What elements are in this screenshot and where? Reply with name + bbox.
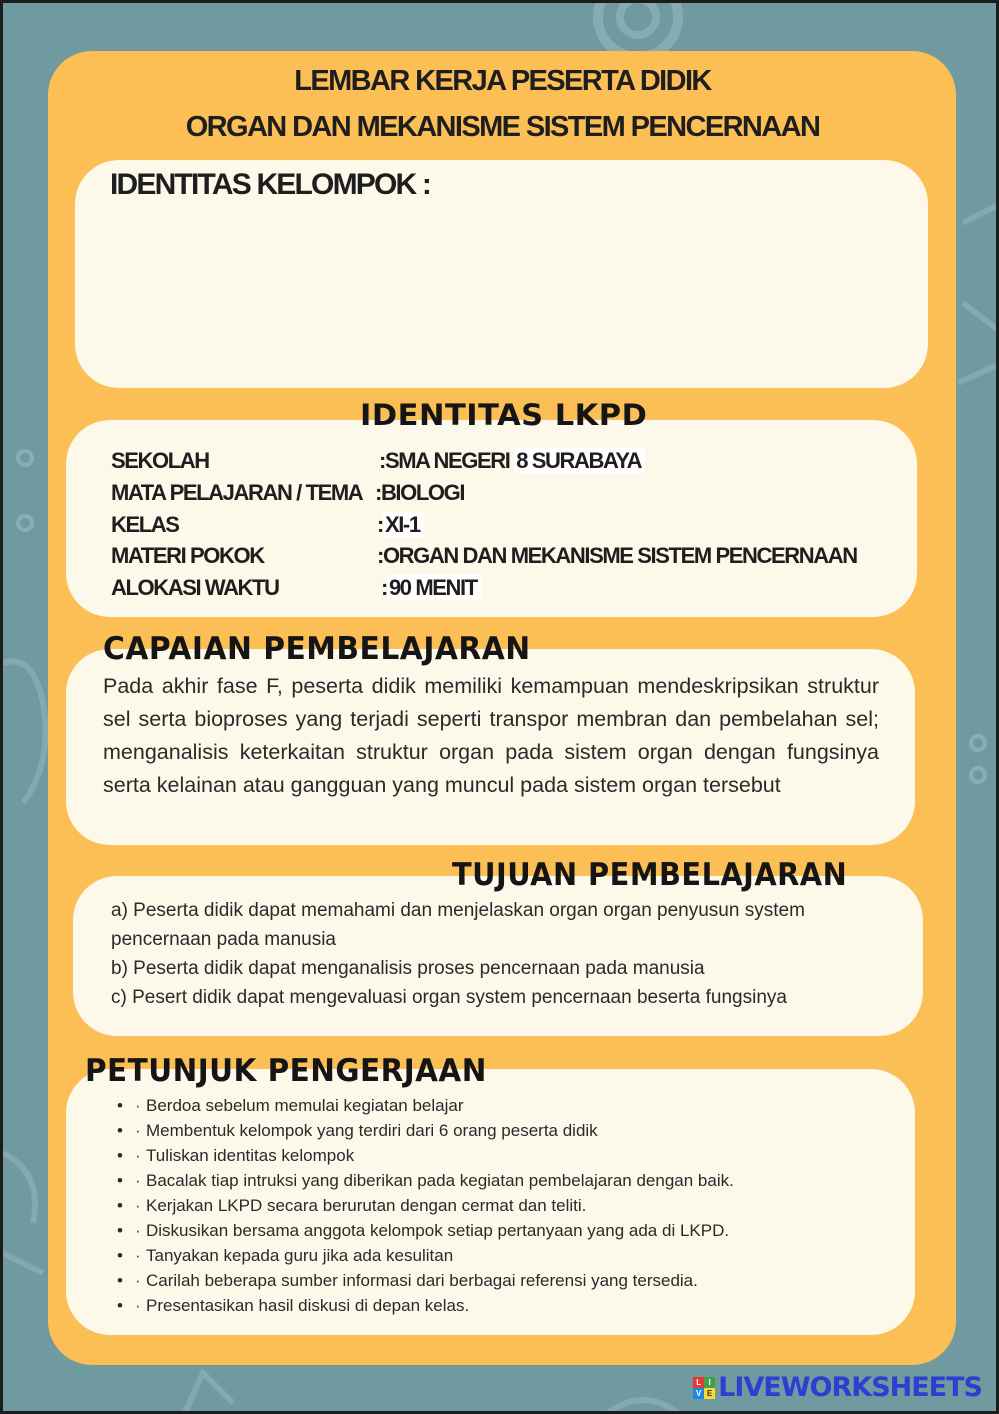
lkpd-label-materi: MATERI POKOK [111, 543, 264, 568]
list-item: • · Kerjakan LKPD secara berurutan dengan cermat dan teliti. [117, 1196, 587, 1215]
list-item: • · Tuliskan identitas kelompok [117, 1146, 355, 1165]
lkpd-label-alokasi: ALOKASI WAKTU [111, 575, 279, 600]
liveworksheets-logo-icon: L I V E [693, 1377, 715, 1399]
capaian-text: Pada akhir fase F, peserta didik memiliki kemampuan mendeskripsikan struktur sel serta bioproses yang terjadi seperti transpor membran dan pembelahan sel; menganalisis keterkaitan struktur organ pada sistem organ dengan fungsinya serta kelainan atau gangguan yang muncul pada sistem organ tersebut [103, 674, 879, 797]
list-item: • · Tanyakan kepada guru jika ada kesulitan [117, 1246, 454, 1265]
petunjuk-heading: PETUNJUK PENGERJAAN [85, 1053, 487, 1089]
list-item: • · Diskusikan bersama anggota kelompok setiap pertanyaan yang ada di LKPD. [117, 1221, 730, 1240]
list-item: • · Presentasikan hasil diskusi di depan kelas. [117, 1296, 470, 1315]
lkpd-value-highlight: XI-1 [383, 512, 424, 537]
tujuan-heading: TUJUAN PEMBELAJARAN [452, 857, 848, 893]
kelompok-heading: IDENTITAS KELOMPOK : [110, 168, 431, 201]
lkpd-label-mapel: MATA PELAJARAN / TEMA [111, 480, 363, 505]
lkpd-label-kelas: KELAS [111, 512, 179, 537]
tujuan-list [111, 896, 891, 1012]
lkpd-value-kelas [377, 512, 424, 538]
lkpd-label-sekolah: SEKOLAH [111, 448, 209, 473]
lkpd-colon: : [381, 575, 387, 600]
lkpd-value-highlight: 90 MENIT [387, 575, 481, 600]
lkpd-value-mapel [375, 480, 464, 506]
petunjuk-list [117, 1093, 877, 1318]
lkpd-value-plain: SMA NEGERI [384, 448, 515, 473]
lkpd-colon: : [377, 543, 383, 568]
list-item: • · Berdoa sebelum memulai kegiatan belajar [117, 1096, 464, 1115]
list-item: • · Membentuk kelompok yang terdiri dari 6 orang peserta didik [117, 1121, 598, 1140]
list-item: a) Peserta didik dapat memahami dan menjelaskan organ organ penyusun system pencernaan pada manusia [111, 900, 805, 950]
list-item: • · Bacalak tiap intruksi yang diberikan pada kegiatan pembelajaran dengan baik. [117, 1171, 734, 1190]
lkpd-value-alokasi [381, 575, 481, 601]
list-item: b) Peserta didik dapat menganalisis proses pencernaan pada manusia [111, 958, 705, 979]
lkpd-value-highlight: 8 SURABAYA [514, 448, 645, 473]
lkpd-colon: : [375, 480, 381, 505]
lkpd-value-materi [377, 543, 857, 569]
worksheet-title: LEMBAR KERJA PESERTA DIDIK [294, 65, 711, 97]
capaian-heading: CAPAIAN PEMBELAJARAN [103, 631, 531, 667]
liveworksheets-name: LIVEWORKSHEETS [718, 1372, 982, 1403]
lkpd-value-plain: BIOLOGI [380, 480, 465, 505]
worksheet-subtitle: ORGAN DAN MEKANISME SISTEM PENCERNAAN [185, 111, 820, 143]
list-item: • · Carilah beberapa sumber informasi dari berbagai referensi yang tersedia. [117, 1271, 698, 1290]
liveworksheets-brand[interactable] [693, 1372, 982, 1403]
lkpd-colon: : [379, 448, 385, 473]
lkpd-value-plain: ORGAN DAN MEKANISME SISTEM PENCERNAAN [382, 543, 857, 568]
lkpd-colon: : [377, 512, 383, 537]
list-item: c) Pesert didik dapat mengevaluasi organ system pencernaan beserta fungsinya [111, 987, 787, 1008]
lkpd-heading: IDENTITAS LKPD [360, 398, 648, 432]
lkpd-value-sekolah [379, 448, 645, 474]
